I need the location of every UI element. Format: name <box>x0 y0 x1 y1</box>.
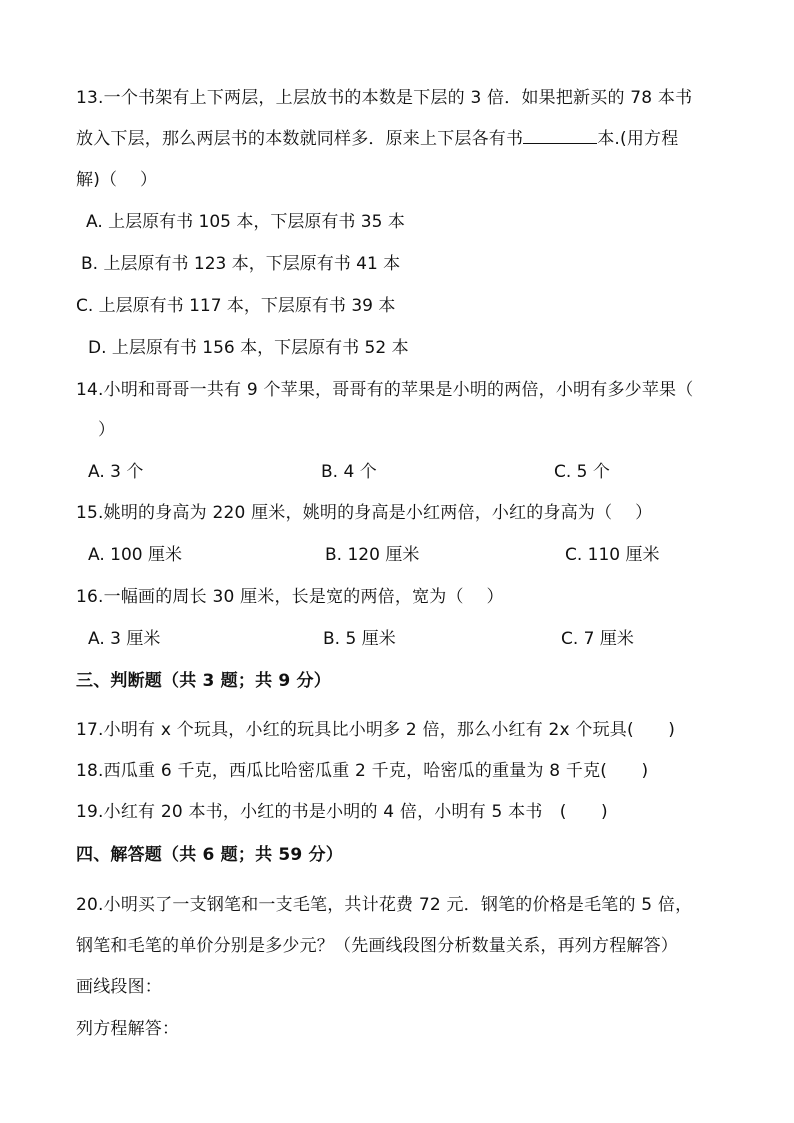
q13-line-3: 解)（ ） <box>76 170 158 190</box>
q18-line: 18.西瓜重 6 千克，西瓜比哈密瓜重 2 千克，哈密瓜的重量为 8 千克( ) <box>76 761 649 781</box>
q20-line-4: 列方程解答： <box>76 1019 180 1039</box>
q13-line-1: 13.一个书架有上下两层，上层放书的本数是下层的 3 倍．如果把新买的 78 本书 <box>76 88 693 108</box>
q16-option-b[interactable]: B. 5 厘米 <box>323 629 396 649</box>
q15-option-c[interactable]: C. 110 厘米 <box>565 545 660 565</box>
q13-option-a[interactable]: A. 上层原有书 105 本，下层原有书 35 本 <box>86 212 405 232</box>
q15-option-a[interactable]: A. 100 厘米 <box>88 545 182 565</box>
q16-line-1: 16.一幅画的周长 30 厘米，长是宽的两倍，宽为（ ） <box>76 587 504 607</box>
q14-option-b[interactable]: B. 4 个 <box>321 462 377 482</box>
q19-line: 19.小红有 20 本书，小红的书是小明的 4 倍，小明有 5 本书 ( ) <box>76 802 608 822</box>
q13-option-d[interactable]: D. 上层原有书 156 本，下层原有书 52 本 <box>88 338 409 358</box>
q16-option-a[interactable]: A. 3 厘米 <box>88 629 161 649</box>
q13-line-2-before: 放入下层，那么两层书的本数就同样多．原来上下层各有书 <box>76 129 524 149</box>
q17-line: 17.小明有 x 个玩具，小红的玩具比小明多 2 倍，那么小红有 2x 个玩具( ) <box>76 720 676 740</box>
q13-line-2 <box>76 127 724 151</box>
q15-line-1: 15.姚明的身高为 220 厘米，姚明的身高是小红两倍，小红的身高为（ ） <box>76 503 653 523</box>
q14-line-2: ） <box>98 420 116 440</box>
q13-option-b[interactable]: B. 上层原有书 123 本，下层原有书 41 本 <box>81 254 401 274</box>
q13-option-c[interactable]: C. 上层原有书 117 本，下层原有书 39 本 <box>76 296 396 316</box>
q15-options <box>0 543 794 567</box>
q14-option-c[interactable]: C. 5 个 <box>554 462 610 482</box>
q20-line-1: 20.小明买了一支钢笔和一支毛笔，共计花费 72 元．钢笔的价格是毛笔的 5 倍， <box>76 895 693 915</box>
q16-option-c[interactable]: C. 7 厘米 <box>561 629 634 649</box>
q20-line-2: 钢笔和毛笔的单价分别是多少元？（先画线段图分析数量关系，再列方程解答） <box>76 936 678 956</box>
section-3-heading: 三、判断题（共 3 题；共 9 分） <box>76 671 331 691</box>
section-4-heading: 四、解答题（共 6 题；共 59 分） <box>76 845 343 865</box>
q15-option-b[interactable]: B. 120 厘米 <box>325 545 420 565</box>
q16-options <box>0 627 794 651</box>
q13-line-2-after: 本.(用方程 <box>597 129 679 149</box>
q14-options <box>0 460 794 484</box>
q14-line-1: 14.小明和哥哥一共有 9 个苹果，哥哥有的苹果是小明的两倍，小明有多少苹果（ <box>76 380 694 400</box>
q13-answer-blank[interactable] <box>523 127 597 144</box>
q20-line-3: 画线段图： <box>76 977 162 997</box>
q14-option-a[interactable]: A. 3 个 <box>88 462 144 482</box>
